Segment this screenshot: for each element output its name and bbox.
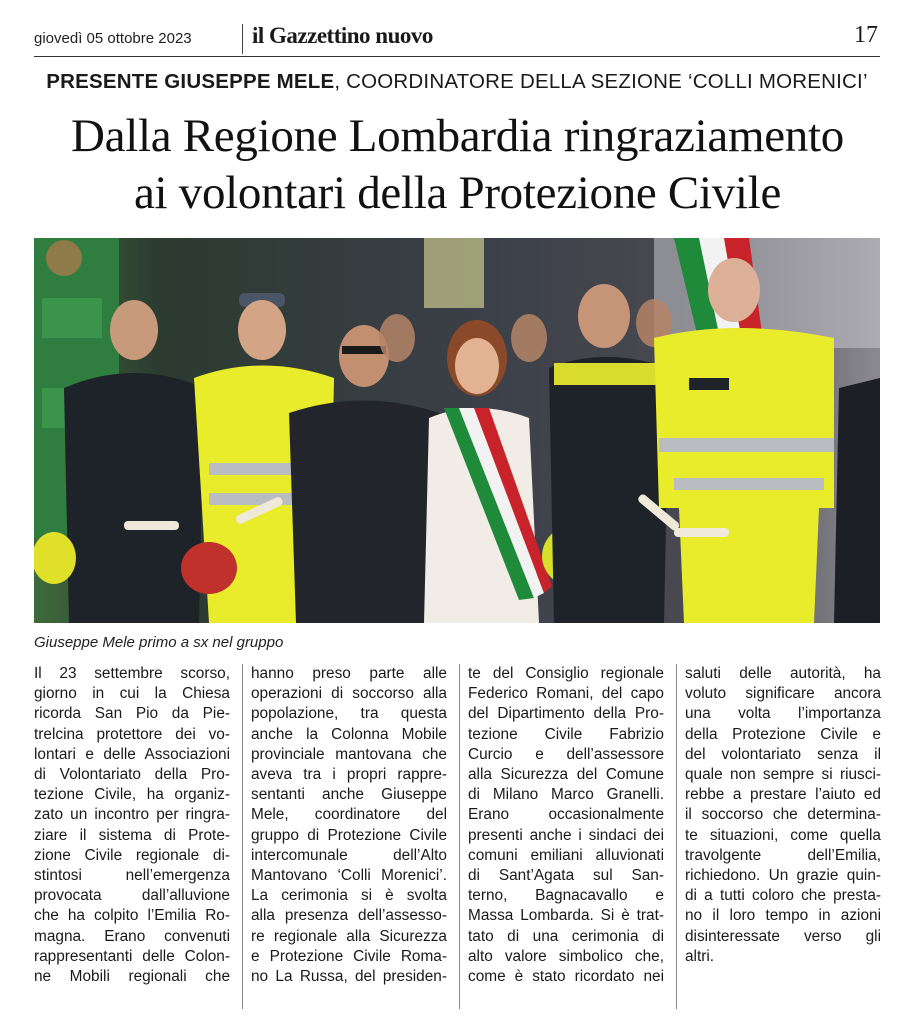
article-line: rappresentanti delle Colon- <box>34 947 230 965</box>
article-column-3 <box>468 664 664 987</box>
article-line: trelcina protettore dei vo- <box>34 725 230 743</box>
article-line: voluto significare ancora <box>685 685 881 703</box>
page-number: 17 <box>854 22 878 48</box>
newspaper-name: il Gazzettino nuovo <box>252 23 433 48</box>
article-line: saluti delle autorità, ha <box>685 665 881 682</box>
article-line: altri. <box>685 947 715 965</box>
kicker-rest: , COORDINATORE DELLA SEZIONE ‘COLLI MORENICI’ <box>334 70 868 93</box>
article-line: alto valore simbolico che, <box>468 947 664 965</box>
article-line: te del Consiglio regionale <box>468 665 664 682</box>
article-line: di Sant’Agata sul San- <box>468 867 664 885</box>
article-line: popolazione, tra questa <box>251 705 447 723</box>
article-line: Mantovano ‘Colli Morenici’. <box>251 867 447 885</box>
article-column-4 <box>685 664 881 967</box>
article-line: come è stato ricordato nei <box>468 968 664 986</box>
article-line: comuni emiliani alluvionati <box>468 846 664 864</box>
header-divider <box>242 24 243 54</box>
article-line: anche la Colonna Mobile <box>251 725 447 743</box>
article-line: della Protezione Civile e <box>685 725 881 743</box>
article-line: una volta l’importanza <box>685 705 881 723</box>
article-body <box>34 664 880 1014</box>
article-line: sentanti anche Giuseppe <box>251 786 447 804</box>
article-line: terno, Bagnacavallo e <box>468 887 664 905</box>
article-line: magna. Erano convenuti <box>34 927 230 945</box>
article-line: hanno preso parte alle <box>251 665 447 682</box>
article-line: Curcio e dell’assessore <box>468 745 664 763</box>
article-line: rebbe a prestare l’aiuto ed <box>685 786 881 804</box>
article-line: La cerimonia si è svolta <box>251 887 447 905</box>
article-line: tezione Civile, ha organiz- <box>34 786 230 804</box>
article-line: il soccorso che determina- <box>685 806 881 824</box>
group-photo <box>34 238 880 623</box>
article-line: Mele, coordinatore del <box>251 806 447 824</box>
article-line: Federico Romani, del capo <box>468 685 664 703</box>
article-line: travolgente dell’Emilia, <box>685 846 881 864</box>
article-line: re regionale alla Sicurezza <box>251 927 447 945</box>
article-line: e Protezione Civile Roma- <box>251 947 447 965</box>
article-line: quale non sempre si riusci- <box>685 766 881 784</box>
article-line: no il loro tempo in azioni <box>685 907 881 925</box>
article-line: zione Civile regionale di- <box>34 846 230 864</box>
article-line: stintosi nell’emergenza <box>34 867 230 885</box>
article-line: operazioni di soccorso alla <box>251 685 447 703</box>
article-line: di Volontariato della Pro- <box>34 766 230 784</box>
article-line: ziare il sistema di Prote- <box>34 826 230 844</box>
photo-caption: Giuseppe Mele primo a sx nel gruppo <box>34 634 284 651</box>
article-column-1 <box>34 664 230 987</box>
article-line: Erano occasionalmente <box>468 806 664 824</box>
article-line: presenti anche i sindaci dei <box>468 826 664 844</box>
article-line: di a tutti coloro che presta- <box>685 887 881 905</box>
article-column-2 <box>251 664 447 987</box>
article-line: gruppo di Protezione Civile <box>251 826 447 844</box>
article-line: che ha colpito l’Emilia Ro- <box>34 907 230 925</box>
article-line: intercomunale dell’Alto <box>251 846 447 864</box>
article-line: richiedono. Un grazie quin- <box>685 867 881 885</box>
article-line: lontari e delle Associazioni <box>34 745 230 763</box>
article-line: tato di una cerimonia di <box>468 927 664 945</box>
article-line: disinteressate verso gli <box>685 927 881 945</box>
article-line: ricorda San Pio da Pie- <box>34 705 230 723</box>
article-line: Il 23 settembre scorso, <box>34 665 230 682</box>
article-line: te situazioni, come quella <box>685 826 881 844</box>
article-line: ne Mobili regionali che <box>34 968 230 986</box>
kicker-bold: PRESENTE GIUSEPPE MELE <box>46 70 335 93</box>
column-divider <box>242 664 243 1009</box>
headline-line-1: Dalla Regione Lombardia ringraziamento <box>71 110 844 162</box>
article-line: alla presenza dell’assesso- <box>251 907 447 925</box>
article-line: provocata dall’alluvione <box>34 887 230 905</box>
article-line: alla Sicurezza del Comune <box>468 766 664 784</box>
kicker <box>34 70 880 94</box>
article-line: provinciale mantovana che <box>251 745 447 763</box>
article-line: del Dipartimento della Pro- <box>468 705 664 723</box>
headline <box>20 108 895 222</box>
article-line: aveva tra i propri rappre- <box>251 766 447 784</box>
issue-date: giovedì 05 ottobre 2023 <box>34 30 192 47</box>
article-line: di Milano Marco Granelli. <box>468 786 664 804</box>
article-line: zato un incontro per ringra- <box>34 806 230 824</box>
article-line: del volontariato senza il <box>685 745 881 763</box>
column-divider <box>459 664 460 1009</box>
article-line: Massa Lombarda. Si è trat- <box>468 907 664 925</box>
column-divider <box>676 664 677 1009</box>
article-line: tezione Civile Fabrizio <box>468 725 664 743</box>
group-photo-illustration <box>34 238 880 623</box>
headline-line-2: ai volontari della Protezione Civile <box>133 167 782 219</box>
article-line: giorno in cui la Chiesa <box>34 685 230 703</box>
page-header <box>34 20 880 57</box>
article-line: no La Russa, del presiden- <box>251 968 447 986</box>
